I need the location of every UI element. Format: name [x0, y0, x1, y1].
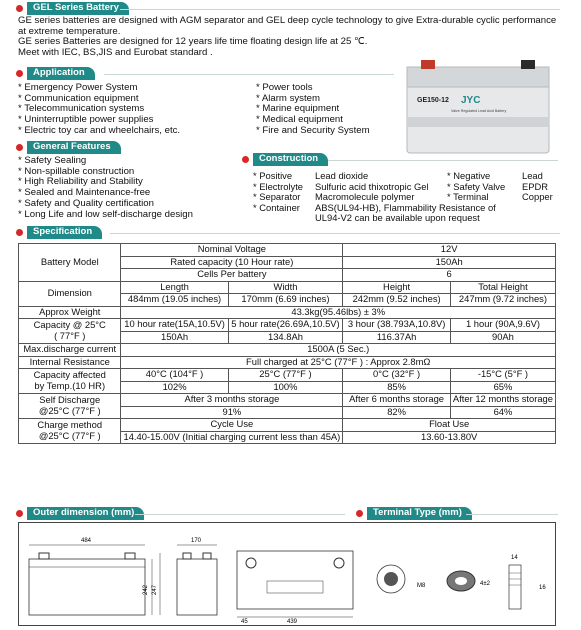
bullet-icon	[242, 156, 249, 163]
cell-value: 12V	[343, 244, 556, 257]
construction-key: * Negative	[447, 170, 491, 181]
divider	[466, 514, 558, 515]
cell-value: 242mm (9.52 inches)	[343, 294, 451, 307]
list-item: * Alarm system	[256, 92, 320, 104]
battery-brand-text: JYC	[461, 95, 481, 106]
construction-table	[253, 171, 553, 224]
cell-label: 1 hour (90A,9.6V)	[450, 319, 555, 332]
terminal-bolt-label: M8	[417, 583, 426, 589]
cell-label: Cells Per battery	[121, 269, 343, 282]
dimension-drawings-box	[18, 522, 556, 626]
cell-label: 25°C (77°F )	[228, 369, 343, 382]
table-row	[19, 356, 556, 369]
row-label: Battery Model	[19, 244, 121, 282]
list-item: * High Reliability and Stability	[18, 176, 143, 188]
construction-value: Lead dioxide	[315, 170, 369, 181]
cell-label: 3 hour (38.793A,10.8V)	[343, 319, 451, 332]
cell-label: After 12 months storage	[450, 394, 555, 407]
cell-value: 484mm (19.05 inches)	[121, 294, 228, 307]
general-features-header	[16, 141, 121, 154]
list-item: * Long Life and low self-discharge design	[18, 208, 193, 220]
cell-value: 85%	[343, 381, 451, 394]
construction-row	[253, 213, 553, 224]
row-label: Dimension	[19, 281, 121, 306]
list-item: * Emergency Power System	[18, 82, 138, 93]
construction-value: Lead	[522, 170, 543, 181]
cell-label: 10 hour rate(15A,10.5V)	[121, 319, 228, 332]
table-row	[19, 369, 556, 382]
construction-key: * Terminal	[447, 191, 489, 203]
bullet-icon	[16, 510, 23, 517]
construction-key: * Separator	[253, 191, 301, 203]
outer-dimension-header	[16, 507, 144, 520]
construction-row	[253, 171, 553, 182]
row-label	[19, 394, 121, 419]
list-item: * Uninterruptible power supplies	[18, 114, 154, 126]
row-label-line: Self Discharge	[39, 394, 101, 406]
construction-value: Copper	[522, 191, 553, 203]
row-label-line: @25°C (77°F )	[38, 405, 101, 416]
divider	[120, 9, 560, 10]
application-list-left	[18, 83, 180, 137]
cell-label: 0°C (32°F )	[343, 369, 451, 382]
construction-value: UL94-V2 can be available upon request	[315, 212, 480, 224]
width-dim-label: 170	[191, 538, 202, 544]
bottom-length-dim-label: 439	[287, 619, 298, 625]
specification-header	[16, 226, 102, 239]
cell-value: 102%	[121, 381, 228, 394]
row-label	[19, 369, 121, 394]
divider	[328, 160, 558, 161]
divider	[110, 233, 560, 234]
cell-value: 90Ah	[450, 331, 555, 344]
construction-header	[242, 153, 328, 166]
cell-value: 43.3kg(95.46lbs) ± 3%	[121, 306, 556, 319]
battery-line-text: Valve Regulated Lead Acid Battery	[451, 109, 507, 113]
cell-label: Height	[343, 281, 451, 294]
construction-value: ABS(UL94-HB), Flammability Resistance of	[315, 201, 496, 213]
section-title: GEL Series Battery	[27, 2, 129, 15]
row-label	[19, 419, 121, 444]
bullet-icon	[356, 510, 363, 517]
cell-value: 116.37Ah	[343, 331, 451, 344]
terminal-depth-label: 4±2	[480, 581, 490, 587]
cell-label: Length	[121, 281, 228, 294]
terminal-drawing	[377, 555, 546, 609]
bullet-icon	[16, 144, 23, 151]
gel-series-header	[16, 2, 129, 15]
side-view-drawing	[177, 538, 217, 615]
section-title: Application	[27, 67, 95, 80]
cell-label: 5 hour rate(26.69A,10.5V)	[228, 319, 343, 332]
construction-key: * Electrolyte	[253, 180, 304, 192]
cell-value: 91%	[121, 406, 343, 419]
table-row	[19, 319, 556, 332]
top-view-drawing	[237, 551, 353, 625]
row-label	[19, 319, 121, 344]
cell-label: Float Use	[343, 419, 556, 432]
row-label-line: Capacity @ 25°C	[33, 319, 106, 331]
cell-value: 150Ah	[343, 256, 556, 269]
cell-value: 6	[343, 269, 556, 282]
front-view-drawing	[29, 538, 160, 615]
construction-value: Macromolecule polymer	[315, 191, 415, 203]
table-row	[19, 281, 556, 294]
row-label-line: @25°C (77°F )	[38, 430, 101, 441]
construction-value: Sulfuric acid thixotropic Gel	[315, 180, 429, 192]
height-dim-label: 242	[143, 584, 149, 595]
table-row	[19, 306, 556, 319]
cell-value: 247mm (9.72 inches)	[450, 294, 555, 307]
cell-label: Width	[228, 281, 343, 294]
list-item: * Electric toy car and wheelchairs, etc.	[18, 124, 181, 136]
cell-value: 14.40-15.00V (Initial charging current less than 45A)	[121, 431, 343, 444]
list-item: * Power tools	[256, 82, 313, 93]
list-item: * Fire and Security System	[256, 124, 370, 136]
row-label-line: by Temp.(10 HR)	[34, 380, 106, 391]
application-header	[16, 67, 95, 80]
cell-value: 170mm (6.69 inches)	[228, 294, 343, 307]
desc-line: GE series batteries are designed with AGM separator and GEL deep cycle technology to give Extra-durable cyclic performance	[18, 15, 557, 26]
row-label-line: ( 77°F )	[54, 330, 86, 341]
list-item: * Safety Sealing	[18, 155, 87, 166]
divider	[104, 74, 394, 75]
table-row	[19, 244, 556, 257]
cell-label: Cycle Use	[121, 419, 343, 432]
table-row	[19, 419, 556, 432]
row-label-line: Capacity affected	[33, 369, 106, 381]
list-item: * Sealed and Maintenance-free	[18, 187, 151, 199]
terminal-width-label: 14	[511, 555, 518, 561]
dimension-drawings	[19, 523, 555, 625]
section-title: Outer dimension (mm)	[27, 507, 144, 520]
cell-value: 65%	[450, 381, 555, 394]
list-item: * Non-spillable construction	[18, 165, 135, 177]
cell-value: 1500A (5 Sec.)	[121, 344, 556, 357]
table-row	[19, 344, 556, 357]
divider	[135, 514, 345, 515]
construction-key: * Positive	[253, 170, 293, 181]
cell-value: 82%	[343, 406, 451, 419]
series-description	[18, 16, 556, 59]
length-dim-label: 484	[81, 538, 92, 544]
cell-label: Total Height	[450, 281, 555, 294]
row-label: Max.discharge current	[19, 344, 121, 357]
list-item: * Marine equipment	[256, 103, 340, 115]
bullet-icon	[16, 229, 23, 236]
bullet-icon	[16, 70, 23, 77]
cell-value: 64%	[450, 406, 555, 419]
cell-value: Full charged at 25°C (77°F ) : Approx 2.8mΩ	[121, 356, 556, 369]
cell-label: Nominal Voltage	[121, 244, 343, 257]
terminal-type-header	[356, 507, 472, 520]
row-label: Internal Resistance	[19, 356, 121, 369]
list-item: * Safety and Quality certification	[18, 197, 154, 209]
section-title: General Features	[27, 141, 121, 154]
bullet-icon	[16, 5, 23, 12]
desc-line: Meet with IEC, BS,JIS and Eurobat standard .	[18, 47, 213, 59]
section-title: Construction	[253, 153, 328, 166]
cell-label: After 6 months storage	[343, 394, 451, 407]
row-label: Approx Weight	[19, 306, 121, 319]
cell-value: 134.8Ah	[228, 331, 343, 344]
cell-value: 100%	[228, 381, 343, 394]
construction-key: * Container	[253, 201, 300, 213]
offset-dim-label: 45	[241, 619, 248, 625]
list-item: * Telecommunication systems	[18, 103, 145, 115]
general-features-list	[18, 156, 193, 220]
desc-line: GE series Batteries are designed for 12 years life time floating design life at 25 ℃.	[18, 36, 368, 48]
terminal-height-label: 16	[539, 585, 546, 591]
cell-label: 40°C (104°F )	[121, 369, 228, 382]
list-item: * Communication equipment	[18, 92, 139, 104]
specification-table	[18, 243, 556, 444]
table-row	[19, 394, 556, 407]
cell-value: 13.60-13.80V	[343, 431, 556, 444]
desc-line: at extreme temperature.	[18, 25, 121, 37]
application-list-right	[256, 83, 370, 137]
cell-label: Rated capacity (10 Hour rate)	[121, 256, 343, 269]
construction-value: EPDR	[522, 180, 549, 192]
total-height-dim-label: 247	[152, 584, 158, 595]
battery-image	[403, 57, 553, 157]
battery-model-text: GE150-12	[417, 97, 449, 104]
list-item: * Medical equipment	[256, 114, 343, 126]
section-title: Specification	[27, 226, 102, 239]
cell-label: After 3 months storage	[121, 394, 343, 407]
cell-label: -15°C (5°F )	[450, 369, 555, 382]
section-title: Terminal Type (mm)	[367, 507, 472, 520]
construction-row	[253, 192, 553, 203]
row-label-line: Charge method	[37, 419, 103, 431]
construction-key: * Safety Valve	[447, 180, 506, 192]
cell-value: 150Ah	[121, 331, 228, 344]
